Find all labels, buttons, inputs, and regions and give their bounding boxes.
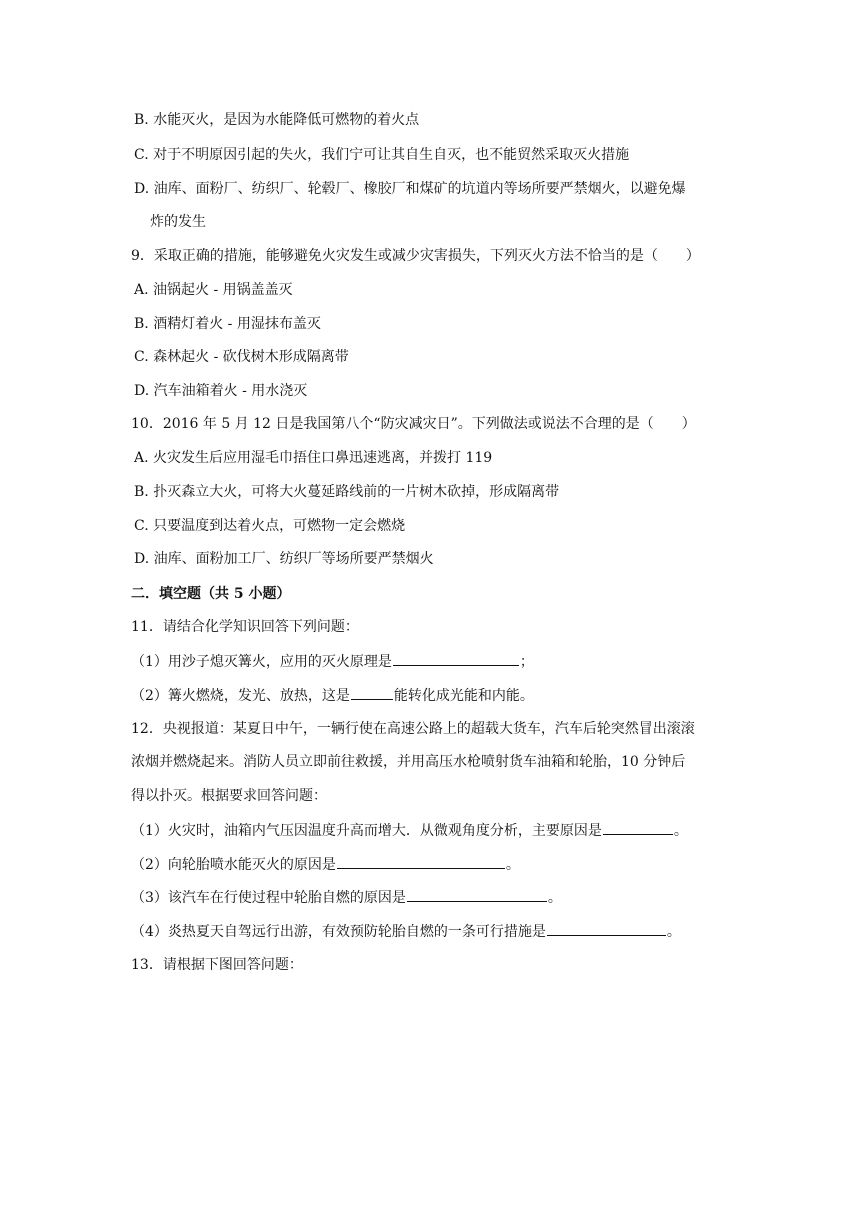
q12-part-3-text: （3）该汽车在行使过程中轮胎自燃的原因是 (131, 890, 406, 906)
q8-option-d: D. 油库、面粉厂、纺织厂、轮毂厂、橡胶厂和煤矿的坑道内等场所要严禁烟火，以避免爆 (134, 181, 686, 197)
q8-option-c: C. 对于不明原因引起的失火，我们宁可让其自生自灭，也不能贸然采取灭火措施 (134, 147, 630, 163)
q12-stem-line-2: 浓烟并燃烧起来。消防人员立即前往救援，并用高压水枪喷射货车油箱和轮胎，10 分钟后 (131, 754, 686, 770)
q9-option-b: B. 酒精灯着火 - 用湿抹布盖灭 (134, 316, 321, 332)
q9-stem: 9．采取正确的措施，能够避免火灾发生或减少灾害损失，下列灭火方法不恰当的是（ ） (131, 248, 700, 264)
q11-part-1 (131, 651, 534, 672)
q11-part-2-end: 能转化成光能和内能。 (393, 688, 534, 704)
q12-part-1-end: 。 (673, 823, 688, 839)
q12-part-3-end: 。 (547, 890, 562, 906)
q10-option-d: D. 油库、面粉加工厂、纺织厂等场所要严禁烟火 (134, 551, 434, 567)
q13-stem: 13．请根据下图回答问题： (131, 957, 303, 973)
q12-part-3 (131, 887, 562, 908)
q12-part-1 (131, 820, 688, 841)
q12-part-2-end: 。 (505, 857, 520, 873)
q11-stem: 11．请结合化学知识回答下列问题： (131, 619, 359, 635)
answer-blank[interactable] (351, 685, 393, 700)
q12-part-2 (131, 854, 520, 875)
q10-option-b: B. 扑灭森立大火，可将大火蔓延路线前的一片树木砍掉，形成隔离带 (134, 484, 560, 500)
q12-part-2-text: （2）向轮胎喷水能灭火的原因是 (131, 857, 336, 873)
q9-option-c: C. 森林起火 - 砍伐树木形成隔离带 (134, 349, 349, 365)
q10-option-c: C. 只要温度到达着火点，可燃物一定会燃烧 (134, 518, 406, 534)
q12-part-4-text: （4）炎热夏天自驾远行出游，有效预防轮胎自燃的一条可行措施是 (131, 924, 546, 940)
q12-stem-line-1: 12．央视报道：某夏日中午，一辆行使在高速公路上的超载大货车，汽车后轮突然冒出滚滚 (131, 721, 695, 737)
q11-part-2-text: （2）篝火燃烧，发光、放热，这是 (131, 688, 350, 704)
q11-part-1-text: （1）用沙子熄灭篝火，应用的灭火原理是 (131, 654, 392, 670)
q12-part-1-text: （1）火灾时，油箱内气压因温度升高而增大．从微观角度分析，主要原因是 (131, 823, 602, 839)
section-heading: 二．填空题（共 5 小题） (131, 586, 291, 602)
q12-stem-line-3: 得以扑灭。根据要求回答问题： (131, 788, 327, 804)
answer-blank[interactable] (407, 887, 547, 902)
q10-stem: 10．2016 年 5 月 12 日是我国第八个“防灾减灾日”。下列做法或说法不合理的是（ ） (131, 416, 696, 432)
q11-part-2 (131, 685, 534, 706)
q8-option-d-continued: 炸的发生 (150, 214, 206, 230)
answer-blank[interactable] (393, 651, 519, 666)
q10-option-a: A. 火灾发生后应用湿毛巾捂住口鼻迅速逃离，并拨打 119 (134, 450, 493, 466)
q9-option-d: D. 汽车油箱着火 - 用水浇灭 (134, 383, 308, 399)
q11-part-1-end: ； (519, 654, 534, 670)
q8-option-b: B. 水能灭火，是因为水能降低可燃物的着火点 (134, 112, 420, 128)
q12-part-4-end: 。 (666, 924, 681, 940)
answer-blank[interactable] (603, 820, 673, 835)
answer-blank[interactable] (547, 921, 666, 936)
q9-option-a: A. 油锅起火 - 用锅盖盖灭 (134, 282, 293, 298)
q12-part-4 (131, 921, 681, 942)
answer-blank[interactable] (337, 854, 505, 869)
